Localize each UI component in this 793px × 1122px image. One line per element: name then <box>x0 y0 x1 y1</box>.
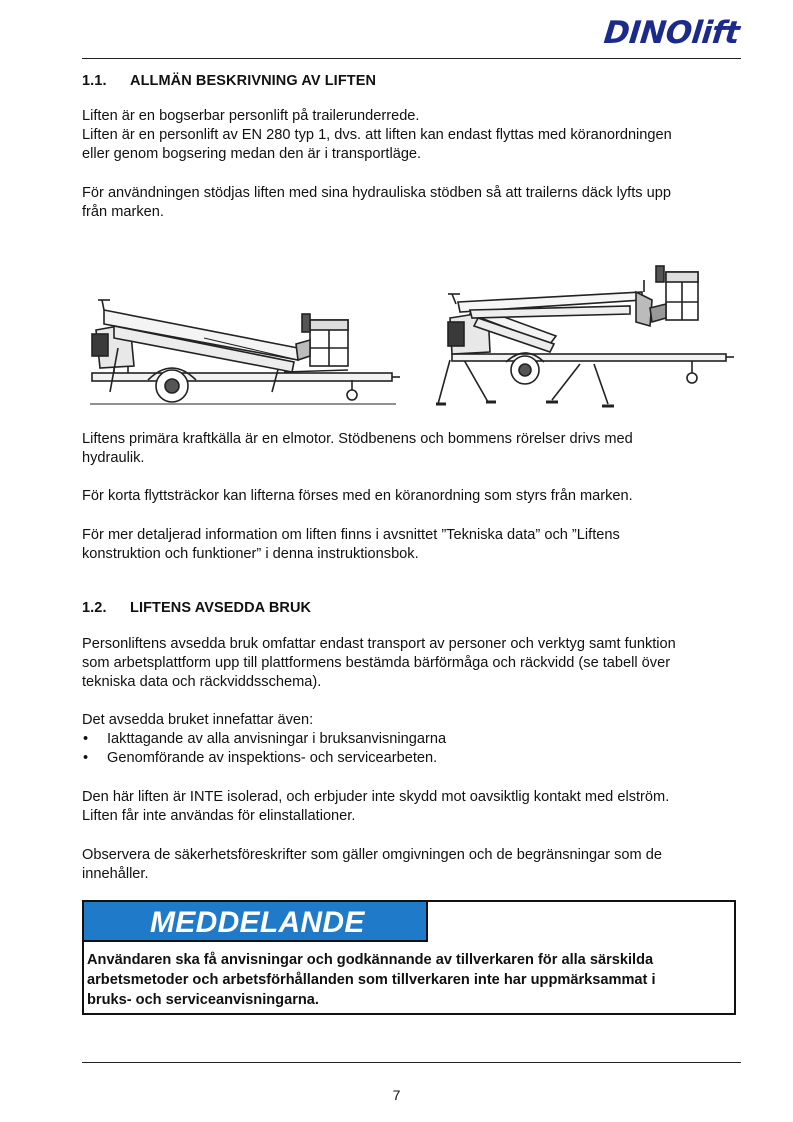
section-heading-1-2 <box>82 600 311 616</box>
text-line: För mer detaljerad information om liften finns i avsnittet ”Tekniska data” och ”Liftens <box>82 527 620 543</box>
text-line: Liftens primära kraftkälla är en elmotor. Stödbenens och bommens rörelser drivs med <box>82 431 633 447</box>
lift-working-position-illustration <box>430 252 742 412</box>
paragraph <box>82 107 742 164</box>
text-line: Liften är en bogserbar personlift på trailerunderrede. <box>82 108 420 124</box>
paragraph <box>82 526 742 564</box>
text-line: Liften får inte användas för elinstallationer. <box>82 808 356 824</box>
text-line: från marken. <box>82 204 164 220</box>
paragraph <box>82 184 742 222</box>
text-line: Användaren ska få anvisningar och godkännande av tillverkaren för alla särskilda <box>87 952 654 968</box>
text-line: hydraulik. <box>82 450 145 466</box>
paragraph <box>82 487 742 506</box>
text-line: För korta flyttsträckor kan lifterna förses med en köranordning som styrs från marken. <box>82 488 633 504</box>
section-heading-1-1 <box>82 73 376 89</box>
header-divider <box>82 58 741 59</box>
text-line: eller genom bogsering medan den är i transportläge. <box>82 146 422 162</box>
lift-transport-position-illustration <box>84 252 404 412</box>
text-line: bruks- och serviceanvisningarna. <box>87 992 319 1008</box>
text-line: Observera de säkerhetsföreskrifter som gäller omgivningen och de begränsningar som de <box>82 847 662 863</box>
paragraph <box>82 430 742 468</box>
bullet-list <box>82 730 742 768</box>
text-line: innehåller. <box>82 866 149 882</box>
notice-title-band <box>84 902 428 942</box>
footer-divider <box>82 1062 741 1063</box>
paragraph <box>82 711 742 730</box>
text-line: som arbetsplattform upp till plattformens bestämda bärförmåga och räckvidd (se tabell över <box>82 655 671 671</box>
paragraph <box>82 846 742 884</box>
page-number: 7 <box>392 1087 401 1103</box>
text-line: Den här liften är INTE isolerad, och erbjuder inte skydd mot oavsiktlig kontakt med elström. <box>82 789 670 805</box>
notice-text <box>87 950 727 1010</box>
notice-box <box>82 900 736 1015</box>
text-line: Det avsedda bruket innefattar även: <box>82 712 314 728</box>
list-item: • Genomförande av inspektions- och servicearbeten. <box>82 749 742 768</box>
text-line: Personliftens avsedda bruk omfattar endast transport av personer och verktyg samt funktion <box>82 636 676 652</box>
paragraph <box>82 788 742 826</box>
text-line: För användningen stödjas liften med sina hydrauliska stödben så att trailerns däck lyfts upp <box>82 185 671 201</box>
section-number: 1.2. <box>82 600 107 616</box>
text-line: konstruktion och funktioner” i denna instruktionsbok. <box>82 546 419 562</box>
section-title: ALLMÄN BESKRIVNING AV LIFTEN <box>130 73 377 89</box>
brand-logo: DINOlift <box>602 15 741 51</box>
section-title: LIFTENS AVSEDDA BRUK <box>130 600 312 616</box>
text-line: Liften är en personlift av EN 280 typ 1, dvs. att liften kan endast flyttas med köranordningen <box>82 127 672 143</box>
text-line: tekniska data och räckviddsschema). <box>82 674 322 690</box>
text-line: arbetsmetoder och arbetsförhållanden som tillverkaren inte har uppmärksammat i <box>87 972 656 988</box>
section-number: 1.1. <box>82 73 107 89</box>
notice-title: MEDDELANDE <box>150 906 365 939</box>
list-item: • Iakttagande av alla anvisningar i bruksanvisningarna <box>82 730 742 749</box>
paragraph <box>82 635 742 692</box>
